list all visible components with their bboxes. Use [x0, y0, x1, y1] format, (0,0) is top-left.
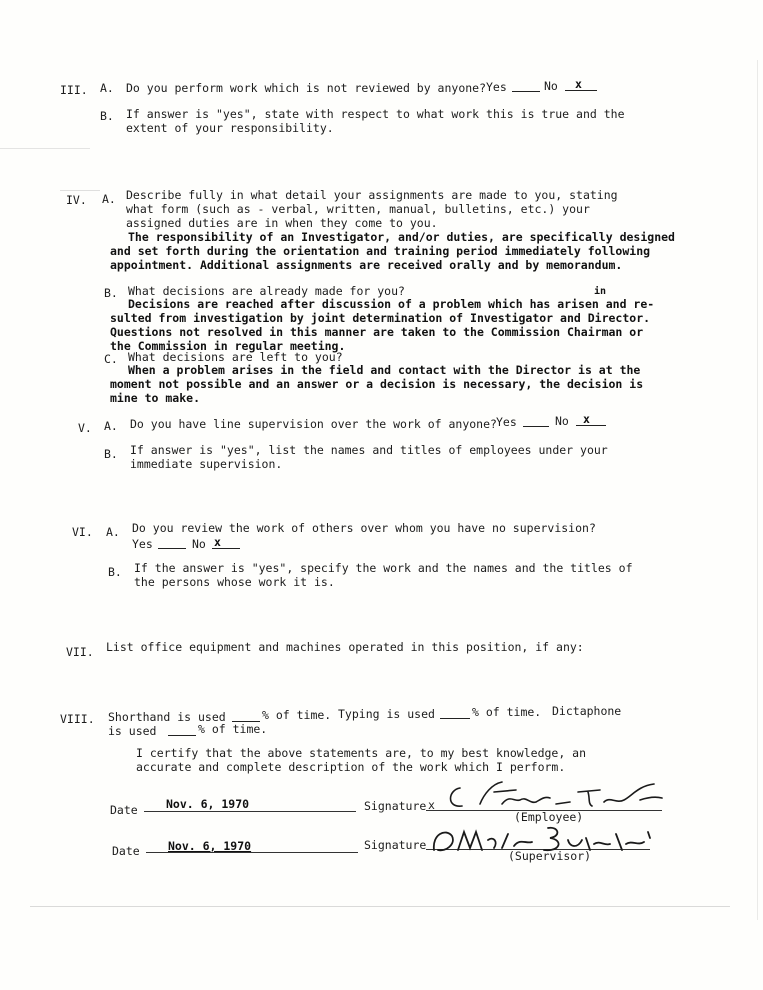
section-iv-b-answer-line4: the Commission in regular meeting. [110, 339, 346, 353]
section-iii-number: III. [60, 83, 88, 97]
section-iii-no-label: No [544, 79, 558, 93]
employee-role-caption: (Employee) [514, 810, 584, 824]
section-v-yes-label: Yes [496, 415, 517, 429]
section-iv-a-line2: what form (such as - verbal, written, manual, bulletins, etc.) your [126, 202, 590, 216]
certification-line1: I certify that the above statements are, to my best knowledge, an [136, 746, 587, 760]
section-v-number: V. [78, 421, 92, 435]
section-iv-a-line1: Describe fully in what detail your assignments are made to you, stating [126, 188, 618, 202]
section-iii-a-letter: A. [100, 81, 114, 95]
section-iii-b-line2: extent of your responsibility. [126, 121, 334, 135]
scan-artifact [0, 148, 90, 149]
employee-date-line [144, 811, 356, 812]
section-iv-a-letter: A. [102, 192, 116, 206]
section-vi-number: VI. [72, 525, 93, 539]
employee-signature-scrawl [440, 774, 670, 814]
section-vi-yes-blank [158, 537, 186, 549]
section-v-yes-blank [523, 415, 549, 427]
employee-signature-label: Signature [364, 799, 427, 813]
section-vi-no-label: No [192, 537, 206, 551]
section-iv-c-question: What decisions are left to you? [128, 350, 343, 364]
section-iv-a-answer-line3: appointment. Additional assignments are received orally and by memorandum. [110, 258, 623, 272]
supervisor-signature-label: Signature [364, 838, 427, 852]
section-vi-b-line1: If the answer is "yes", specify the work and the names and the titles of [134, 561, 633, 575]
section-vi-a-letter: A. [106, 525, 120, 539]
supervisor-date-value: Nov. 6, 1970 [168, 839, 252, 853]
section-iv-c-answer-line2: moment not possible and an answer or a decision is necessary, the decision is [110, 377, 644, 391]
section-iv-c-answer-line3: mine to make. [110, 391, 201, 405]
scan-artifact [757, 60, 758, 920]
supervisor-date-label: Date [112, 844, 140, 858]
section-vi-no-mark: x [214, 535, 221, 549]
section-v-no-label: No [555, 414, 569, 428]
dictaphone-line2-label: is used [108, 724, 157, 738]
section-vi-a-question: Do you review the work of others over whom you have no supervision? [132, 521, 596, 535]
section-vii-text: List office equipment and machines operated in this position, if any: [106, 640, 584, 654]
section-iii-no-mark: x [575, 77, 582, 91]
employee-date-label: Date [110, 803, 138, 817]
shorthand-label: Shorthand is used [108, 710, 226, 724]
section-iv-b-answer-line1: Decisions are reached after discussion of a problem which has arisen and re- [128, 297, 655, 311]
section-iv-b-answer-line2: sulted from investigation by joint determination of Investigator and Director. [110, 311, 651, 325]
supervisor-role-caption: (Supervisor) [508, 849, 592, 863]
section-iv-a-line3: assigned duties are in when they come to you. [126, 216, 438, 230]
shorthand-blank [232, 710, 260, 722]
dictaphone-label: Dictaphone [552, 704, 622, 718]
section-v-b-line1: If answer is "yes", list the names and titles of employees under your [130, 443, 608, 457]
section-viii-number: VIII. [60, 712, 95, 726]
dictaphone-suffix: % of time. [198, 722, 268, 736]
section-iv-b-insert: in [594, 286, 607, 297]
section-iv-a-answer-line2: and set forth during the orientation and training period immediately following [110, 244, 651, 258]
typing-suffix: % of time. [472, 705, 542, 719]
section-iv-c-answer-line1: When a problem arises in the field and contact with the Director is at the [128, 363, 641, 377]
employee-signature-mark: x [428, 798, 435, 812]
supervisor-date-line [146, 852, 358, 853]
section-vi-b-line2: the persons whose work it is. [134, 575, 335, 589]
section-iv-a-answer-line1: The responsibility of an Investigator, and/or duties, are specifically designed [128, 230, 675, 244]
section-v-no-mark: x [583, 412, 590, 426]
section-vi-b-letter: B. [108, 565, 122, 579]
section-iii-yes-blank [512, 80, 540, 92]
section-iv-number: IV. [66, 193, 87, 207]
section-v-a-question: Do you have line supervision over the work of anyone? [130, 417, 497, 431]
section-iv-b-question: What decisions are already made for you? [128, 284, 405, 298]
certification-line2: accurate and complete description of the work which I perform. [136, 760, 566, 774]
typing-blank [440, 707, 470, 719]
section-iv-b-answer-line3: Questions not resolved in this manner are taken to the Commission Chairman or [110, 325, 644, 339]
shorthand-suffix: % of time. [262, 708, 332, 722]
section-iii-b-line1: If answer is "yes", state with respect to what work this is true and the [126, 107, 625, 121]
section-vi-yes-label: Yes [132, 537, 153, 551]
section-iv-b-letter: B. [104, 286, 118, 300]
dictaphone-blank [168, 724, 196, 736]
section-vii-number: VII. [66, 645, 94, 659]
scan-artifact [30, 906, 730, 907]
section-iii-b-letter: B. [100, 109, 114, 123]
section-iii-yes-label: Yes [486, 80, 507, 94]
section-v-b-line2: immediate supervision. [130, 457, 283, 471]
section-iii-a-question: Do you perform work which is not reviewed by anyone? [126, 81, 487, 95]
section-v-a-letter: A. [104, 419, 118, 433]
scan-artifact [60, 190, 100, 191]
section-v-no-blank [576, 414, 606, 426]
typing-label: Typing is used [338, 707, 435, 721]
employee-date-value: Nov. 6, 1970 [166, 797, 250, 811]
section-v-b-letter: B. [104, 447, 118, 461]
section-iv-c-letter: C. [104, 352, 118, 366]
